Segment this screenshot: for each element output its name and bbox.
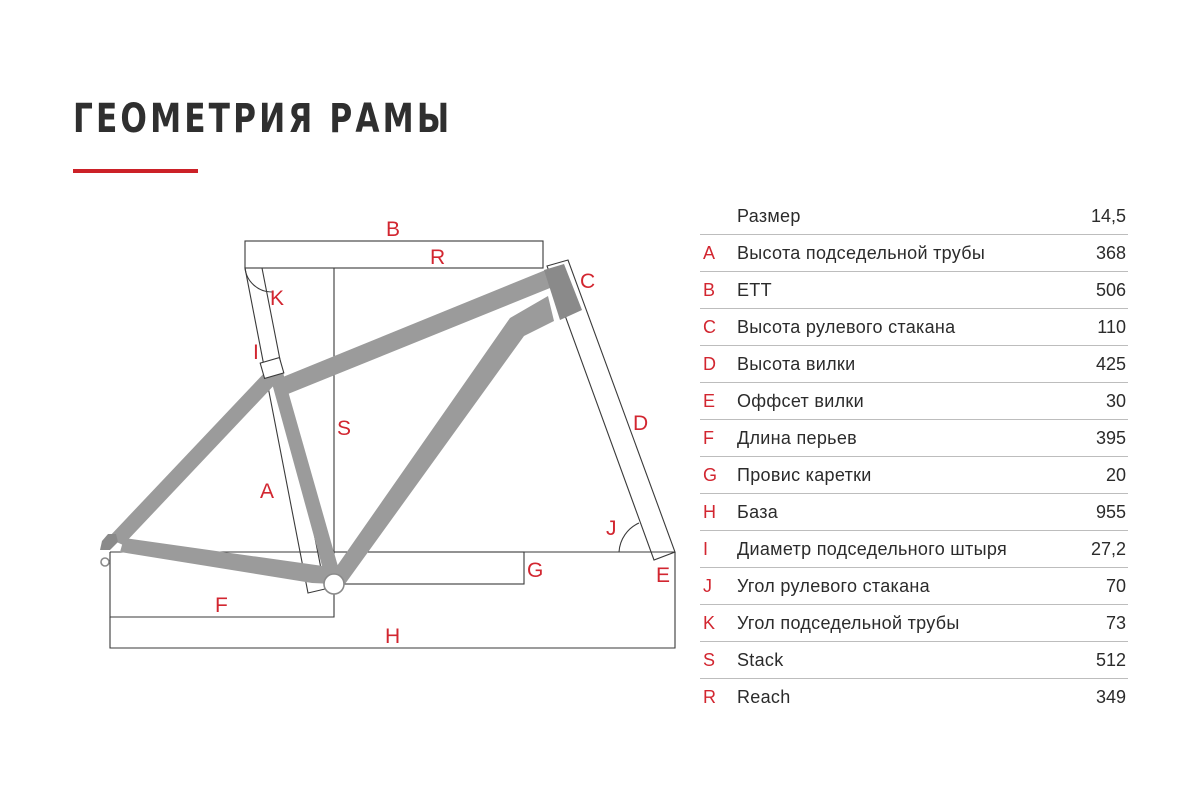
- spec-value: 955: [1095, 502, 1126, 522]
- spec-row: [700, 531, 1128, 568]
- geometry-spec-table: [700, 198, 1128, 715]
- spec-value: 27,2: [1090, 539, 1126, 559]
- spec-value: 70: [1105, 576, 1126, 596]
- spec-row: [700, 383, 1128, 420]
- spec-param: Размер: [737, 206, 801, 226]
- spec-code: A: [703, 243, 716, 263]
- spec-param: Высота подседельной трубы: [737, 243, 986, 263]
- dropout-hole: [101, 558, 109, 566]
- spec-row: [700, 309, 1128, 346]
- spec-code: D: [703, 354, 716, 374]
- down-tube: [330, 296, 554, 584]
- label-e: E: [656, 564, 671, 587]
- spec-code: C: [703, 317, 716, 337]
- label-r: R: [430, 246, 446, 269]
- spec-value: 110: [1097, 317, 1126, 337]
- spec-code: E: [703, 391, 716, 411]
- spec-code: K: [703, 613, 716, 633]
- spec-value: 30: [1105, 391, 1126, 411]
- spec-param: ETT: [737, 280, 772, 300]
- spec-value: 14,5: [1090, 206, 1126, 226]
- label-a: A: [260, 480, 275, 503]
- spec-param: База: [737, 502, 779, 522]
- label-i: I: [253, 341, 259, 364]
- spec-header-row: [700, 198, 1128, 235]
- spec-param: Высота рулевого стакана: [737, 317, 956, 337]
- spec-row: [700, 272, 1128, 309]
- label-j: J: [606, 517, 617, 540]
- spec-row: [700, 679, 1128, 715]
- spec-param: Reach: [737, 687, 791, 707]
- spec-param: Диаметр подседельного штыря: [737, 539, 1007, 559]
- spec-row: [700, 642, 1128, 679]
- label-f: F: [215, 594, 228, 617]
- spec-value: 349: [1095, 687, 1126, 707]
- head-angle-arc: [619, 523, 639, 552]
- spec-code: S: [703, 650, 716, 670]
- spec-value: 512: [1095, 650, 1126, 670]
- bottom-bracket: [324, 574, 344, 594]
- spec-param: Stack: [737, 650, 784, 670]
- spec-value: 20: [1105, 465, 1126, 485]
- spec-code: J: [703, 576, 712, 596]
- spec-row: [700, 494, 1128, 531]
- spec-value: 73: [1105, 613, 1126, 633]
- spec-row: [700, 346, 1128, 383]
- dimension-lines: [110, 241, 675, 648]
- spec-code: B: [703, 280, 716, 300]
- ett-dimension-box: [245, 241, 543, 268]
- seatstay: [108, 369, 279, 545]
- spec-row: [700, 568, 1128, 605]
- label-k: K: [270, 287, 285, 310]
- spec-value: 425: [1095, 354, 1126, 374]
- spec-code: R: [703, 687, 716, 707]
- spec-value: 368: [1095, 243, 1126, 263]
- label-b: B: [386, 218, 401, 241]
- spec-row: [700, 457, 1128, 494]
- spec-param: Оффсет вилки: [737, 391, 864, 411]
- spec-row: [700, 420, 1128, 457]
- page-title: ГЕОМЕТРИЯ РАМЫ: [73, 96, 453, 142]
- label-d: D: [633, 412, 649, 435]
- spec-param: Провис каретки: [737, 465, 872, 485]
- label-s: S: [337, 417, 352, 440]
- spec-value: 506: [1095, 280, 1126, 300]
- label-h: H: [385, 625, 401, 648]
- label-c: C: [580, 270, 596, 293]
- spec-code: G: [703, 465, 718, 485]
- spec-param: Угол подседельной трубы: [737, 613, 960, 633]
- spec-param: Высота вилки: [737, 354, 856, 374]
- spec-value: 395: [1095, 428, 1126, 448]
- spec-code: F: [703, 428, 714, 448]
- rear-dropout: [100, 534, 118, 550]
- spec-param: Угол рулевого стакана: [737, 576, 930, 596]
- spec-row: [700, 605, 1128, 642]
- spec-code: H: [703, 502, 716, 522]
- spec-param: Длина перьев: [737, 428, 858, 448]
- spec-row: [700, 235, 1128, 272]
- label-g: G: [527, 559, 544, 582]
- spec-code: I: [703, 539, 709, 559]
